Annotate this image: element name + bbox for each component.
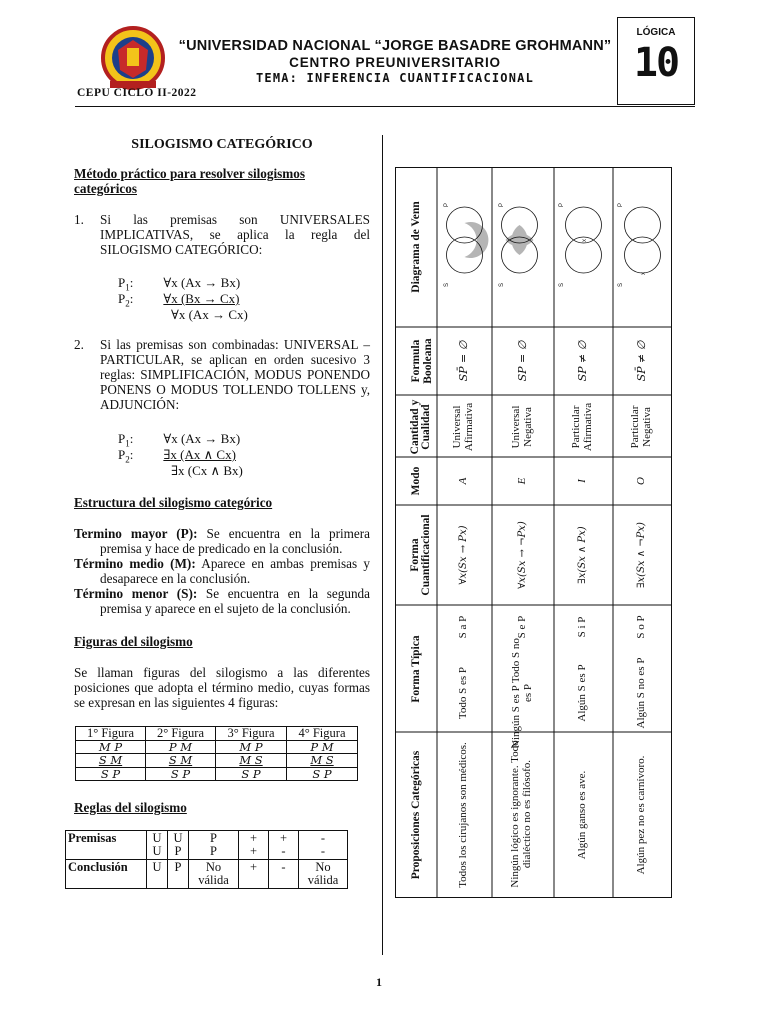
rules-table xyxy=(65,830,348,889)
venn-label-s: S xyxy=(618,282,624,287)
figure-cell: S M xyxy=(98,753,123,767)
university-name: “UNIVERSIDAD NACIONAL “JORGE BASADRE GROHMANN” xyxy=(178,38,612,54)
venn-e xyxy=(499,203,538,287)
formula-i: SP ≠ ∅ xyxy=(576,340,589,382)
rule-cell: + xyxy=(239,860,269,889)
course-label: LÓGICA xyxy=(636,27,676,38)
forma-cuant-i: ∃x(Sx ∧ Px) xyxy=(577,526,588,584)
figure-cell: S M xyxy=(168,753,193,767)
method-item-2 xyxy=(74,337,370,477)
header-forma-cuant: Forma Cuantificacional xyxy=(409,514,432,596)
venn-label-p: P xyxy=(499,202,505,207)
item-number: 2. xyxy=(74,337,84,352)
forma-tipica-text-i: Algún S es P xyxy=(576,664,588,722)
figure-header: 2° Figura xyxy=(146,727,216,741)
conclusion: ∃x (Cx ∧ Bx) xyxy=(171,463,243,478)
conclusion-label: Conclusión xyxy=(66,860,147,889)
figure-header: 4° Figura xyxy=(287,727,358,741)
forma-cuant-o: ∃x(Sx ∧ ¬Px) xyxy=(636,522,647,588)
rule-cell: P P xyxy=(189,831,239,860)
item-number: 1. xyxy=(74,212,84,227)
venn-a xyxy=(444,203,488,287)
figure-cell: M P xyxy=(76,740,146,754)
premisas-label: Premisas xyxy=(66,831,147,860)
formula-o: SP̄ ≠ ∅ xyxy=(635,340,648,382)
cantidad-i: Particular Afirmativa xyxy=(570,402,594,452)
figure-cell: M S xyxy=(239,753,263,767)
structure-heading: Estructura del silogismo categórico xyxy=(74,495,273,510)
rule-cell: No válida xyxy=(299,860,348,889)
method-heading: Método práctico para resolver silogismos categóricos xyxy=(74,166,305,196)
venn-label-s: S xyxy=(559,282,565,287)
modo-i: I xyxy=(576,479,588,483)
figure-cell: S P xyxy=(287,767,358,781)
premise-2: $P_2$: ∃x (Ax ∧ Cx) xyxy=(118,447,236,465)
method-item-1 xyxy=(74,212,370,332)
figures-table xyxy=(75,726,358,781)
header-proposiciones: Proposiciones Categóricas xyxy=(410,750,422,880)
cantidad-e: Universal Negativa xyxy=(510,405,534,449)
rules-heading: Reglas del silogismo xyxy=(74,800,187,815)
figures-heading: Figuras del silogismo xyxy=(74,634,193,649)
forma-tipica-text-e: Ningún S es P Todo S no es P xyxy=(510,638,534,748)
categorical-propositions-table xyxy=(395,167,672,898)
venn-label-s: S xyxy=(499,282,505,287)
forma-tipica-sym-e: S e P xyxy=(516,615,528,639)
venn-label-s: S xyxy=(444,282,450,287)
venn-label-p: P xyxy=(618,202,624,207)
premise-2: $P_2$: ∀x (Bx → Cx) xyxy=(118,291,240,309)
figures-table-wrap xyxy=(75,726,358,781)
modo-o: O xyxy=(635,477,647,485)
rule-cell: P xyxy=(168,860,189,889)
proposicion-e: Ningún lógico es ignorante. Todo dialéctico no es filósofo. xyxy=(509,740,533,888)
conclusion: ∀x (Ax → Cx) xyxy=(171,307,248,322)
figures-text: Se llaman figuras del silogismo a las diferentes posiciones que adopta el término medio, cuyas formas se expresan en las siguientes 4 figuras: xyxy=(74,665,370,710)
proposicion-i: Algún ganso es ave. xyxy=(576,770,588,860)
formula-e: SP = ∅ xyxy=(516,340,529,382)
rule-cell: - - xyxy=(299,831,348,860)
figure-cell: P M xyxy=(287,740,358,754)
header-divider xyxy=(75,106,695,107)
cantidad-o: Particular Negativa xyxy=(629,405,653,449)
forma-tipica-sym-o: S o P xyxy=(635,615,647,639)
term-definitions xyxy=(74,526,370,616)
venn-x: x xyxy=(582,239,588,242)
venn-o xyxy=(618,203,661,287)
rule-cell: U P xyxy=(168,831,189,860)
column-divider xyxy=(382,135,383,955)
rule-cell: - xyxy=(269,860,299,889)
rule-cell: U xyxy=(147,860,168,889)
forma-tipica-text-a: Todo S es P xyxy=(457,666,469,720)
venn-i xyxy=(559,203,602,287)
proposicion-a: Todos los cirujanos son médicos. xyxy=(457,742,469,888)
figure-cell: S P xyxy=(216,767,287,781)
term-minor: Término menor (S): Se encuentra en la segunda premisa y aparece en el sujeto de la conclusión. xyxy=(74,586,370,616)
venn-label-p: P xyxy=(444,202,450,207)
rule-cell: + + xyxy=(239,831,269,860)
figure-cell: S P xyxy=(146,767,216,781)
premise-1: $P_1$: ∀x (Ax → Bx) xyxy=(118,431,241,449)
rules-table-wrap xyxy=(65,830,348,889)
forma-tipica-sym-i: S i P xyxy=(576,616,588,638)
forma-tipica-text-o: Algún S no es P xyxy=(635,657,647,729)
figure-cell: M S xyxy=(310,753,334,767)
rule-cell: U U xyxy=(147,831,168,860)
header-forma-tipica: Forma Típica xyxy=(410,635,422,703)
cycle-label: CEPU CICLO II-2022 xyxy=(77,87,197,99)
forma-tipica-sym-a: S a P xyxy=(457,615,469,639)
term-major: Termino mayor (P): Se encuentra en la primera premisa y hace de predicado en la conclusión. xyxy=(74,526,370,556)
header-venn: Diagrama de Venn xyxy=(410,201,422,293)
item-text: Si las premisas son combinadas: UNIVERSAL – PARTICULAR, se aplican en orden sucesivo 3 reglas: SIMPLIFICACIÓN, MODUS PONENDO PONENS O MODUS TOLLENDO TOLLENS y, ADJUNCIÓN: xyxy=(100,337,370,412)
venn-x: x xyxy=(641,272,647,275)
figure-header: 3° Figura xyxy=(216,727,287,741)
course-badge xyxy=(617,17,695,105)
cantidad-a: Universal Afirmativa xyxy=(451,402,475,452)
figure-cell: S P xyxy=(76,767,146,781)
figure-cell: P M xyxy=(146,740,216,754)
figure-cell: M P xyxy=(216,740,287,754)
header-modo: Modo xyxy=(410,466,422,496)
section-title: SILOGISMO CATEGÓRICO xyxy=(131,137,313,152)
venn-diagrams xyxy=(437,167,672,327)
item-text: Si las premisas son UNIVERSALES IMPLICATIVAS, se aplica la regla del SILOGISMO CATEGÓRICO: xyxy=(100,212,370,257)
course-number: 10 xyxy=(633,40,679,86)
header-formula: Formula Booleana xyxy=(410,338,434,384)
term-middle: Término medio (M): Aparece en ambas premisas y desaparece en la conclusión. xyxy=(74,556,370,586)
center-name: CENTRO PREUNIVERSITARIO xyxy=(289,55,501,70)
header-cantidad: Cantidad y Cualidad xyxy=(409,399,432,455)
modo-a: A xyxy=(457,477,469,485)
figure-header: 1° Figura xyxy=(76,727,146,741)
venn-label-p: P xyxy=(559,202,565,207)
forma-cuant-e: ∀x(Sx → ¬Px) xyxy=(517,521,528,589)
modo-e: E xyxy=(516,477,528,485)
rule-cell: + - xyxy=(269,831,299,860)
topic-title: TEMA: INFERENCIA CUANTIFICACIONAL xyxy=(255,71,534,85)
proposicion-o: Algún pez no es carnívoro. xyxy=(635,755,647,875)
formula-a: SP̄ = ∅ xyxy=(457,340,470,382)
forma-cuant-a: ∀x(Sx → Px) xyxy=(458,525,469,585)
premise-1: $P_1$: ∀x (Ax → Bx) xyxy=(118,275,241,293)
rule-cell: No válida xyxy=(189,860,239,889)
page-number: 1 xyxy=(376,975,382,989)
